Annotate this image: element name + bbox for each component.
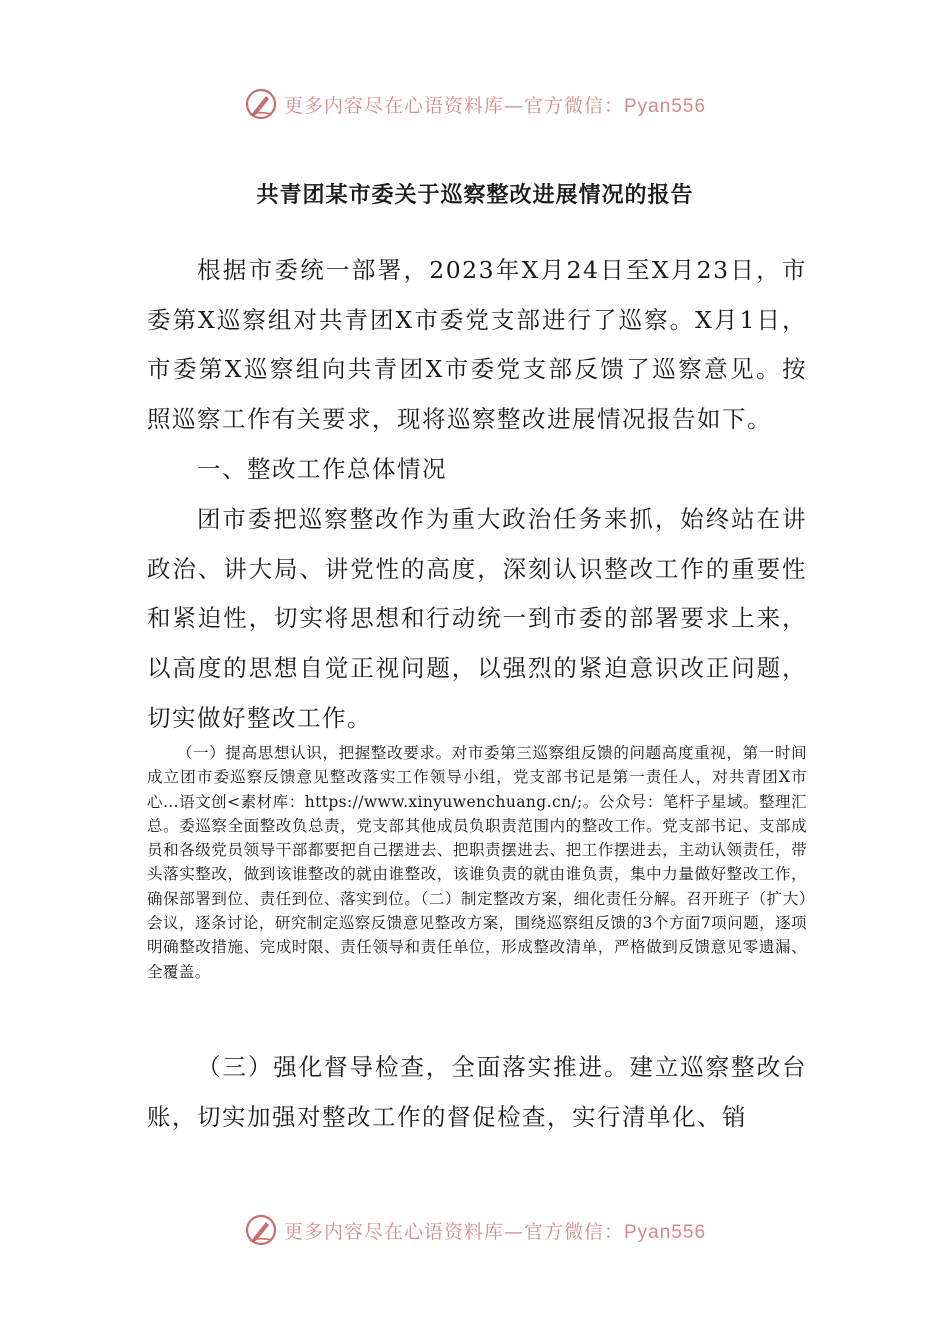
- watermark-header: [0, 82, 950, 126]
- watermark-header-wechat-id: Pyan556: [624, 95, 707, 117]
- watermark-header-text: [284, 91, 706, 118]
- watermark-footer-slogan: 更多内容尽在心语资料库—官方微信：: [283, 1220, 624, 1243]
- document-title: 共青团某市委关于巡察整改进展情况的报告: [256, 182, 694, 208]
- paragraph-intro: 根据市委统一部署，2023年X月24日至X月23日，市委第X巡察组对共青团X市委党支部进行了巡察。X月1日，市委第X巡察组向共青团X市委党支部反馈了巡察意见。按照巡察工作有关要求，现将巡察整改进展情况报告如下。: [147, 256, 807, 434]
- paragraph-supervision: （三）强化督导检查，全面落实推进。建立巡察整改台账，切实加强对整改工作的督促检查，实行清单化、销: [147, 1053, 807, 1131]
- watermark-footer-text: [284, 1217, 706, 1244]
- watermark-footer-wechat-id: Pyan556: [624, 1221, 707, 1243]
- section-heading-1: 一、整改工作总体情况: [197, 455, 447, 483]
- pen-logo-icon: [244, 1213, 278, 1247]
- paragraph-measures: （一）提高思想认识，把握整改要求。对市委第三巡察组反馈的问题高度重视，第一时间成立团市委巡察反馈意见整改落实工作领导小组，党支部书记是第一责任人，对共青团X市心…语文创<素材库：https://www.xinyuwenchuang.cn/;。公众号：笔杆子星域。整理汇总。委巡察全面整改负总责，党支部其他成员负职责范围内的整改工作。党支部书记、支部成员和各级党员领导干部都要把自己摆进去、把职责摆进去、把工作摆进去，主动认领责任，带头落实整改，做到该谁整改的就由谁整改，该谁负责的就由谁负责，集中力量做好整改工作，确保部署到位、责任到位、落实到位。（二）制定整改方案，细化责任分解。召开班子（扩大）会议，逐条讨论，研究制定巡察反馈意见整改方案，围绕巡察组反馈的3个方面7项问题，逐项明确整改措施、完成时限、责任领导和责任单位，形成整改清单，严格做到反馈意见零遗漏、全覆盖。: [147, 744, 807, 981]
- watermark-footer: [0, 1208, 950, 1252]
- pen-logo-icon: [244, 87, 278, 121]
- watermark-header-slogan: 更多内容尽在心语资料库—官方微信：: [283, 94, 624, 117]
- paragraph-overview: 团市委把巡察整改作为重大政治任务来抓，始终站在讲政治、讲大局、讲党性的高度，深刻认识整改工作的重要性和紧迫性，切实将思想和行动统一到市委的部署要求上来，以高度的思想自觉正视问题，以强烈的紧迫意识改正问题，切实做好整改工作。: [147, 505, 807, 732]
